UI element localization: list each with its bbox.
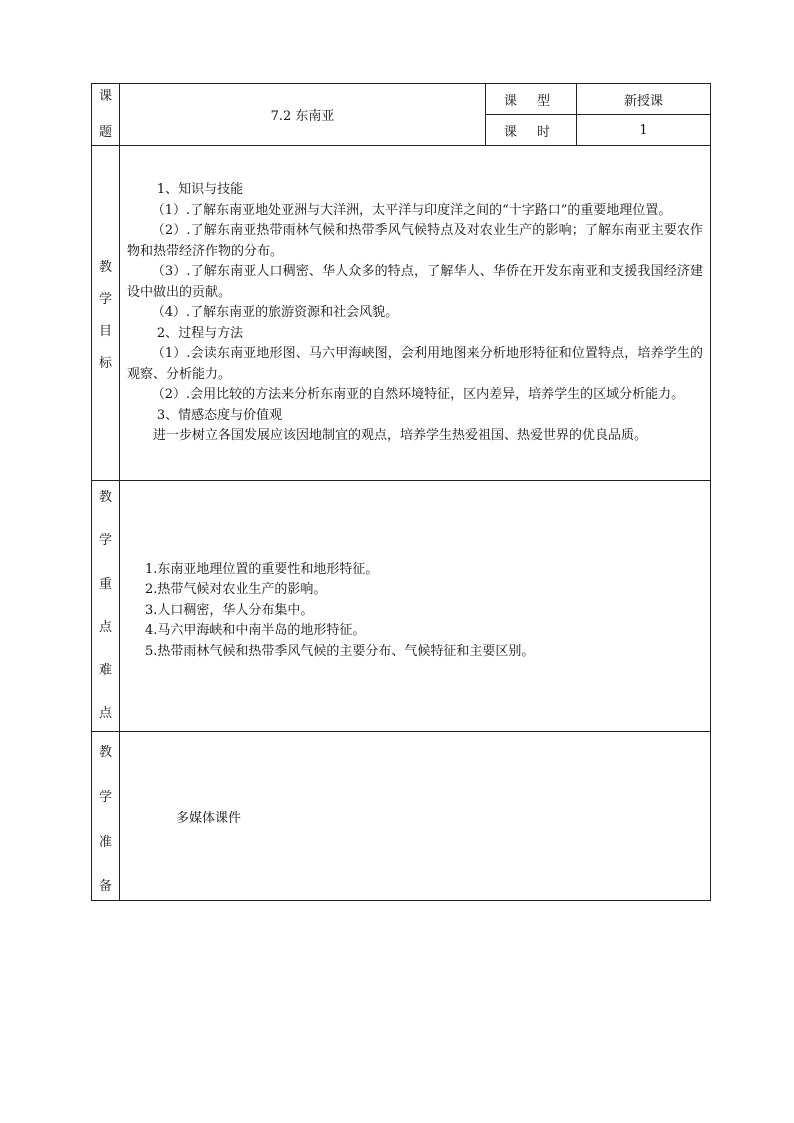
key-points-content [120, 481, 711, 732]
objective-line: （1）.了解东南亚地处亚洲与大洋洲，太平洋与印度洋之间的“十字路口”的重要地理位置。 [151, 202, 672, 218]
key-points-label-char: 重 [98, 576, 112, 592]
objectives-label-char: 标 [98, 356, 112, 372]
lesson-hours-label: 课 时 [486, 115, 577, 146]
preparation-content [120, 732, 711, 901]
objectives-label-char: 目 [98, 324, 112, 340]
key-points-label-char: 学 [98, 533, 112, 549]
lesson-type-value: 新授课 [577, 84, 711, 115]
objective-line: 进一步树立各国发展应该因地制宜的观点，培养学生热爱祖国、热爱世界的优良品质。 [153, 428, 648, 444]
preparation-label-char: 准 [98, 834, 112, 850]
key-point-item: 3.人口稠密，华人分布集中。 [145, 602, 314, 618]
lesson-label-char: 题 [98, 124, 112, 140]
preparation-label-char: 学 [98, 789, 112, 805]
lesson-hours-value: 1 [577, 115, 711, 146]
lesson-label-cell [92, 84, 120, 146]
preparation-text: 多媒体课件 [176, 810, 242, 826]
key-points-row [92, 481, 711, 732]
key-points-label-cell [92, 481, 120, 732]
lesson-title: 7.2 东南亚 [120, 84, 486, 146]
objective-line: （2）.会用比较的方法来分析东南亚的自然环境特征，区内差异，培养学生的区域分析能力。 [151, 387, 685, 403]
lesson-type-label: 课 型 [486, 84, 577, 115]
objective-line: （1）.会读东南亚地形图、马六甲海峡图，会利用地图来分析地形特征和位置特点，培养学生的观察、分析能力。 [127, 346, 703, 382]
objectives-label-char: 教 [98, 260, 112, 275]
key-points-label-char: 教 [98, 490, 112, 505]
key-point-item: 2.热带气候对农业生产的影响。 [145, 582, 327, 598]
key-points-label-char: 难 [98, 663, 112, 679]
objective-line: （3）.了解东南亚人口稠密、华人众多的特点，了解华人、华侨在开发东南亚和支援我国经济建设中做出的贡献。 [127, 264, 703, 300]
lesson-plan-table [91, 83, 711, 901]
objective-line: 3、情感态度与价值观 [156, 407, 283, 423]
objective-line: 2、过程与方法 [156, 325, 244, 341]
key-points-label-char: 点 [98, 619, 112, 635]
preparation-label-cell [92, 732, 120, 901]
objectives-label-char: 学 [98, 292, 112, 308]
objective-line: 1、知识与技能 [156, 182, 244, 198]
objective-line: （4）.了解东南亚的旅游资源和社会风貌。 [151, 305, 399, 321]
header-row-1 [92, 84, 711, 115]
key-points-label-char: 点 [98, 706, 112, 722]
preparation-row [92, 732, 711, 901]
lesson-label-char: 课 [98, 88, 112, 104]
objective-line: （2）.了解东南亚热带雨林气候和热带季风气候特点及对农业生产的影响；了解东南亚主要农作物和热带经济作物的分布。 [127, 223, 703, 259]
objectives-row [92, 146, 711, 481]
key-point-item: 4.马六甲海峡和中南半岛的地形特征。 [145, 623, 366, 639]
preparation-label-char: 备 [98, 879, 112, 895]
objectives-label-cell [92, 146, 120, 481]
key-point-item: 5.热带雨林气候和热带季风气候的主要分布、气候特征和主要区别。 [145, 643, 535, 659]
preparation-label-char: 教 [98, 745, 112, 760]
objectives-content [120, 146, 711, 481]
key-point-item: 1.东南亚地理位置的重要性和地形特征。 [145, 561, 379, 577]
